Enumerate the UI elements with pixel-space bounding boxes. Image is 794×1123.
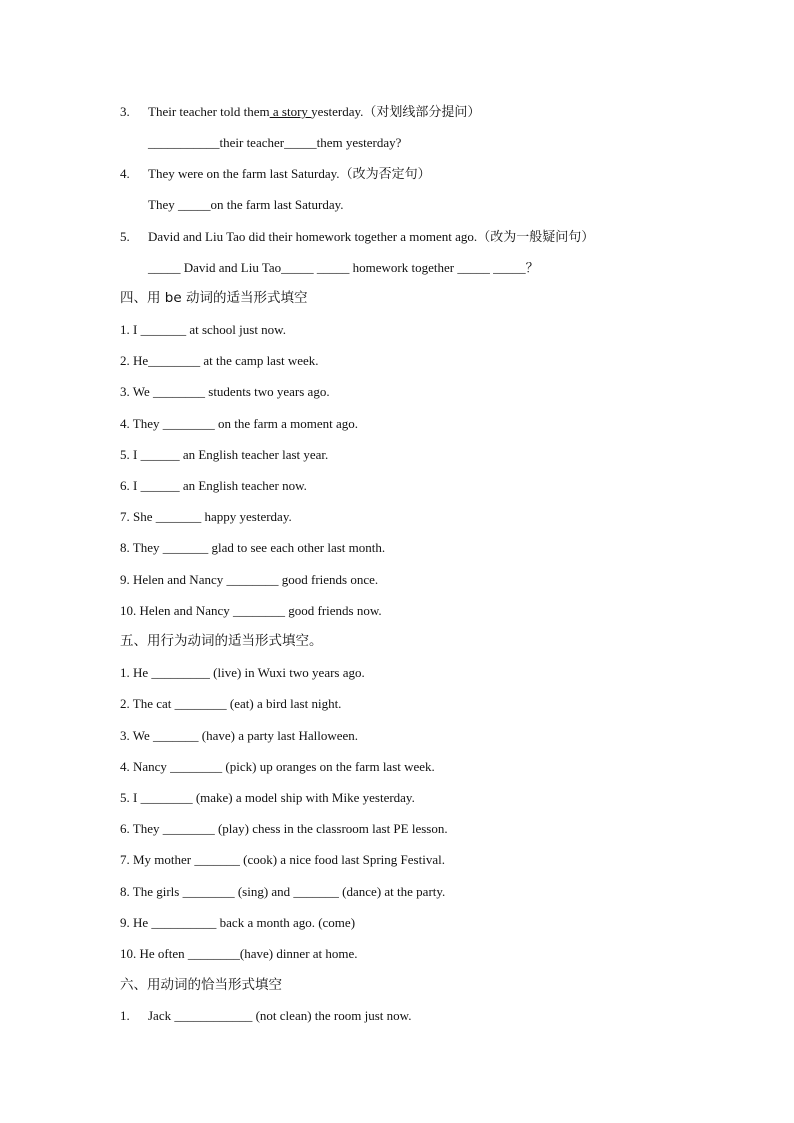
instruction-note: （改为一般疑问句） — [477, 230, 595, 245]
list-item: 1. He _________ (live) in Wuxi two years ago. — [120, 665, 365, 680]
answer-line-3: ___________their teacher_____them yesterday? — [148, 135, 402, 150]
list-item: 6. I ______ an English teacher now. — [120, 478, 307, 493]
section-6-heading: 六、用动词的恰当形式填空 — [120, 977, 282, 993]
list-item: 3. We ________ students two years ago. — [120, 384, 330, 399]
question-4: 4. They were on the farm last Saturday.（改为否定句） — [120, 166, 431, 182]
list-item: 8. They _______ glad to see each other last month. — [120, 540, 386, 555]
list-item: 2. He________ at the camp last week. — [120, 353, 319, 368]
list-item: 2. The cat ________ (eat) a bird last night. — [120, 696, 342, 711]
section-4-heading: 四、用 be 动词的适当形式填空 — [120, 290, 308, 306]
list-item: 5. I ________ (make) a model ship with Mike yesterday. — [120, 790, 415, 805]
list-item: 7. She _______ happy yesterday. — [120, 509, 292, 524]
list-item: 9. Helen and Nancy ________ good friends once. — [120, 572, 379, 587]
instruction-note: （对划线部分提问） — [363, 105, 481, 120]
answer-line-4: They _____on the farm last Saturday. — [148, 197, 344, 212]
list-item: 10. He often ________(have) dinner at home. — [120, 946, 358, 961]
question-5: 5. David and Liu Tao did their homework together a moment ago.（改为一般疑问句） — [120, 229, 595, 245]
list-item: 4. They ________ on the farm a moment ago. — [120, 416, 359, 431]
underlined-phrase: a story — [269, 104, 312, 119]
list-item: 8. The girls ________ (sing) and _______ (dance) at the party. — [120, 884, 446, 899]
instruction-note: （改为否定句） — [339, 167, 431, 182]
question-6-1: 1. Jack ____________ (not clean) the room just now. — [120, 1008, 412, 1023]
list-item: 7. My mother _______ (cook) a nice food last Spring Festival. — [120, 852, 445, 867]
section-5-heading: 五、用行为动词的适当形式填空。 — [120, 633, 323, 649]
list-item: 6. They ________ (play) chess in the classroom last PE lesson. — [120, 821, 448, 836]
list-item: 9. He __________ back a month ago. (come) — [120, 915, 356, 930]
list-item: 5. I ______ an English teacher last year. — [120, 447, 329, 462]
list-item: 10. Helen and Nancy ________ good friends now. — [120, 603, 382, 618]
list-item: 4. Nancy ________ (pick) up oranges on the farm last week. — [120, 759, 435, 774]
question-3: 3. Their teacher told them a story yesterday.（对划线部分提问） — [120, 104, 481, 120]
list-item: 1. I _______ at school just now. — [120, 322, 286, 337]
answer-line-5: _____ David and Liu Tao_____ _____ homework together _____ _____？ — [148, 260, 539, 275]
list-item: 3. We _______ (have) a party last Halloween. — [120, 728, 359, 743]
